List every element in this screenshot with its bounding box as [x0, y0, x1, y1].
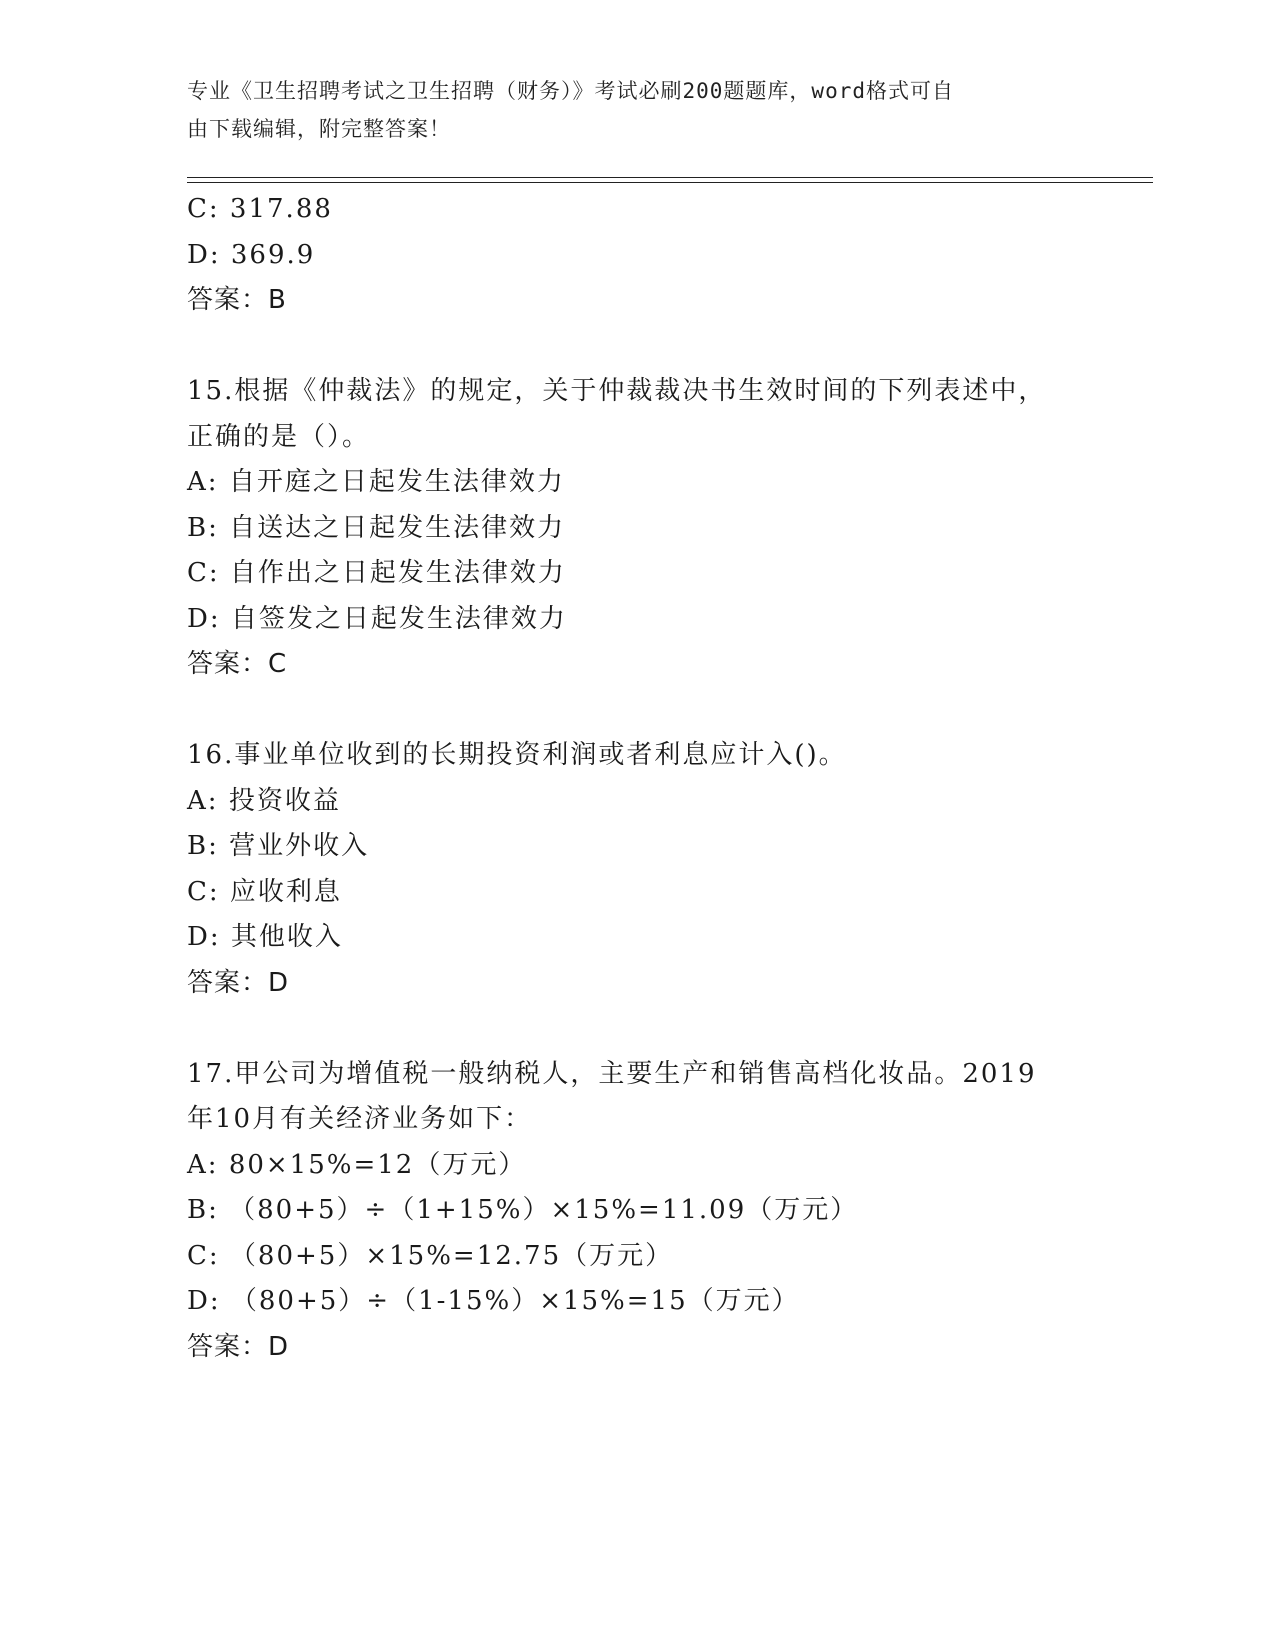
option-row [187, 187, 1087, 233]
option-row [187, 597, 1087, 643]
option-row [187, 1143, 1087, 1189]
spacer [187, 1006, 1087, 1052]
header-divider-bottom [187, 182, 1153, 183]
option-text: 369.9 [230, 239, 316, 270]
answer-label: 答案： [187, 285, 269, 315]
question-stem-line: 15.根据《仲裁法》的规定，关于仲裁裁决书生效时间的下列表述中， [187, 376, 1047, 406]
answer-value: D [268, 967, 290, 998]
option-text: （80+5）×15%=12.75（万元） [229, 1240, 674, 1271]
option-row [187, 915, 1087, 961]
header-divider-top [187, 177, 1153, 178]
option-label: C: [187, 876, 220, 907]
header-line-2: 由下载编辑，附完整答案！ [187, 117, 451, 141]
question-16 [187, 733, 1087, 1006]
prev-question [187, 187, 1087, 324]
option-label: A: [187, 785, 219, 816]
option-row [187, 506, 1087, 552]
option-text: 营业外收入 [229, 831, 370, 861]
option-row [187, 779, 1087, 825]
option-row [187, 460, 1087, 506]
option-row [187, 1234, 1087, 1280]
option-text: 自送达之日起发生法律效力 [229, 512, 566, 543]
question-17 [187, 1052, 1087, 1371]
question-stem-line: 17.甲公司为增值税一般纳税人，主要生产和销售高档化妆品。2019 [187, 1058, 1037, 1089]
option-text: 80×15%=12（万元） [228, 1149, 527, 1180]
option-label: B: [187, 512, 219, 543]
option-text: 应收利息 [229, 876, 342, 907]
option-row [187, 1188, 1087, 1234]
option-label: D: [187, 922, 221, 952]
option-label: B: [187, 831, 219, 861]
question-stem-line: 年10月有关经济业务如下： [187, 1104, 533, 1134]
option-text: 自开庭之日起发生法律效力 [228, 467, 565, 497]
answer-row [187, 278, 1087, 324]
page-header [187, 72, 1067, 148]
option-row [187, 870, 1087, 916]
question-content [187, 187, 1087, 1370]
answer-row [187, 1325, 1087, 1371]
header-line-1: 专业《卫生招聘考试之卫生招聘（财务）》考试必刷200题题库，word格式可自 [187, 79, 954, 103]
option-text: （80+5）÷（1+15%）×15%=11.09（万元） [229, 1195, 859, 1225]
option-text: 其他收入 [230, 922, 343, 952]
option-text: 自签发之日起发生法律效力 [230, 603, 567, 634]
option-text: 投资收益 [228, 785, 341, 816]
answer-value: B [268, 285, 287, 315]
option-label: D: [187, 603, 221, 634]
answer-row [187, 642, 1087, 688]
option-label: A: [187, 1149, 219, 1180]
option-label: D: [187, 1286, 221, 1316]
answer-value: C [268, 649, 288, 679]
answer-row [187, 961, 1087, 1007]
spacer [187, 324, 1087, 370]
option-label: C: [187, 194, 220, 224]
option-text: 自作出之日起发生法律效力 [229, 558, 566, 588]
option-row [187, 1279, 1087, 1325]
option-row [187, 824, 1087, 870]
answer-value: D [268, 1331, 290, 1362]
spacer [187, 688, 1087, 734]
option-label: A: [187, 467, 219, 497]
answer-label: 答案： [187, 967, 269, 998]
question-15 [187, 369, 1087, 688]
option-label: D: [187, 239, 221, 270]
question-stem-line: 16.事业单位收到的长期投资利润或者利息应计入()。 [187, 740, 847, 770]
option-row [187, 551, 1087, 597]
answer-label: 答案： [187, 649, 269, 679]
option-label: C: [187, 558, 220, 588]
option-label: B: [187, 1195, 219, 1225]
option-text: （80+5）÷（1-15%）×15%=15（万元） [230, 1286, 800, 1316]
option-text: 317.88 [229, 194, 333, 224]
answer-label: 答案： [187, 1331, 269, 1362]
option-label: C: [187, 1240, 220, 1271]
option-row [187, 233, 1087, 279]
question-stem-line: 正确的是（）。 [187, 421, 371, 452]
